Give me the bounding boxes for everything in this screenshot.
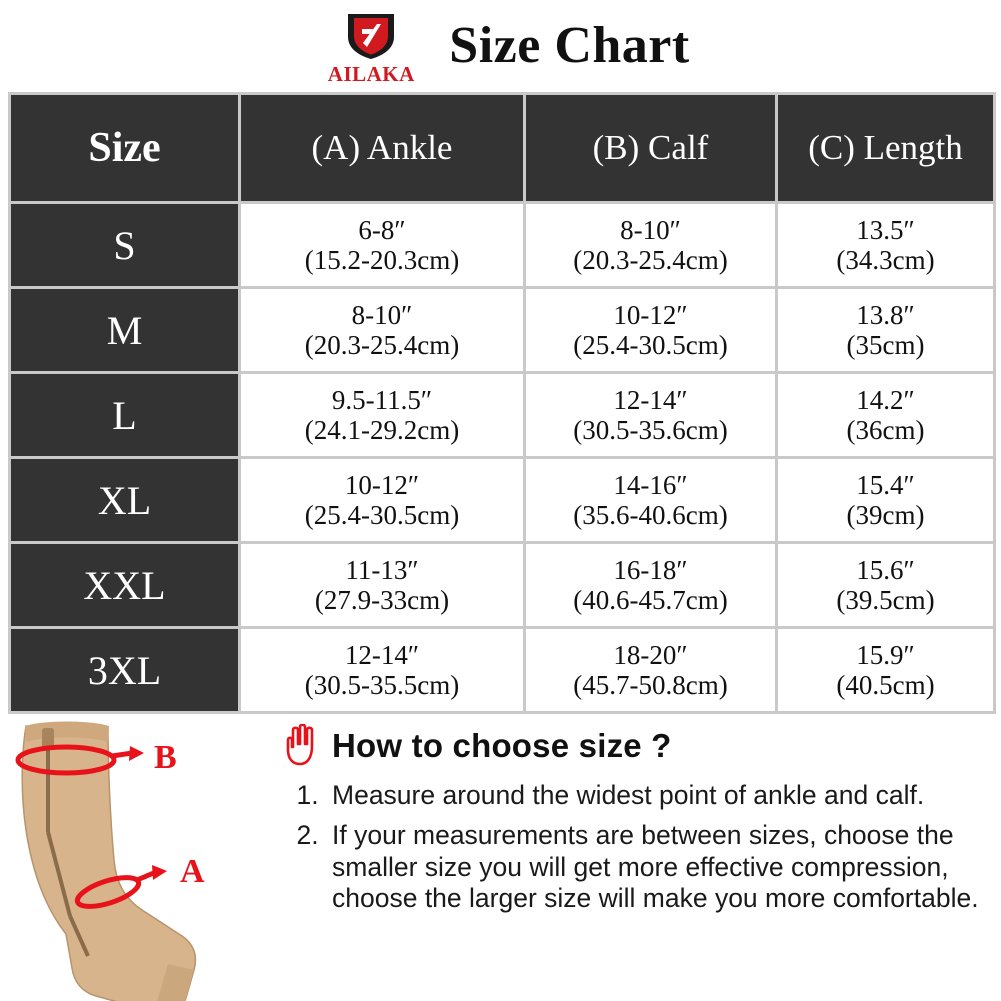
cell-size: 3XL bbox=[11, 629, 238, 711]
cell-length bbox=[778, 289, 993, 371]
table-header-row bbox=[11, 95, 993, 201]
cell-size: L bbox=[11, 374, 238, 456]
page-title: Size Chart bbox=[449, 17, 690, 74]
cell-length bbox=[778, 544, 993, 626]
cell-ankle bbox=[241, 459, 523, 541]
bottom-section bbox=[0, 714, 1001, 1001]
cell-calf-cm: (20.3-25.4cm) bbox=[573, 245, 728, 275]
column-header-calf: (B) Calf bbox=[526, 95, 775, 201]
cell-ankle-inches: 8-10″ bbox=[351, 299, 413, 330]
cell-length bbox=[778, 374, 993, 456]
howto-panel bbox=[276, 720, 991, 1001]
cell-calf-cm: (45.7-50.8cm) bbox=[573, 670, 728, 700]
cell-calf-cm: (40.6-45.7cm) bbox=[573, 585, 728, 615]
cell-ankle-cm: (27.9-33cm) bbox=[314, 585, 450, 615]
cell-calf bbox=[526, 629, 775, 711]
howto-heading-row bbox=[280, 724, 991, 768]
cell-ankle bbox=[241, 204, 523, 286]
cell-ankle-inches: 10-12″ bbox=[344, 469, 420, 500]
cell-calf-inches: 12-14″ bbox=[613, 384, 688, 415]
cell-length-inches: 14.2″ bbox=[856, 384, 915, 415]
cell-calf bbox=[526, 289, 775, 371]
pointing-hand-icon bbox=[280, 724, 322, 768]
cell-ankle-cm: (20.3-25.4cm) bbox=[304, 330, 460, 360]
cell-length bbox=[778, 629, 993, 711]
ailaka-shield-logo-icon bbox=[340, 11, 402, 61]
cell-length bbox=[778, 459, 993, 541]
cell-calf bbox=[526, 204, 775, 286]
cell-calf-cm: (25.4-30.5cm) bbox=[573, 330, 728, 360]
size-table-wrapper bbox=[0, 92, 1001, 714]
cell-length-cm: (39cm) bbox=[846, 500, 925, 530]
cell-ankle bbox=[241, 629, 523, 711]
size-table bbox=[8, 92, 996, 714]
cell-calf bbox=[526, 544, 775, 626]
cell-length bbox=[778, 204, 993, 286]
cell-calf-inches: 8-10″ bbox=[620, 214, 681, 245]
cell-ankle-cm: (25.4-30.5cm) bbox=[304, 500, 460, 530]
cell-length-cm: (34.3cm) bbox=[836, 245, 935, 275]
cell-length-inches: 15.4″ bbox=[856, 469, 915, 500]
cell-ankle bbox=[241, 289, 523, 371]
cell-length-cm: (40.5cm) bbox=[836, 670, 935, 700]
cell-calf-cm: (30.5-35.6cm) bbox=[573, 415, 728, 445]
cell-length-cm: (36cm) bbox=[846, 415, 925, 445]
cell-calf-inches: 10-12″ bbox=[613, 299, 688, 330]
column-header-size: Size bbox=[11, 95, 238, 201]
table-row bbox=[11, 204, 993, 286]
cell-size: XL bbox=[11, 459, 238, 541]
cell-length-inches: 15.9″ bbox=[856, 639, 915, 670]
cell-ankle-inches: 9.5-11.5″ bbox=[331, 384, 433, 415]
cell-length-inches: 13.5″ bbox=[856, 214, 915, 245]
table-row bbox=[11, 629, 993, 711]
table-row bbox=[11, 544, 993, 626]
cell-ankle-cm: (30.5-35.5cm) bbox=[304, 670, 460, 700]
cell-ankle-cm: (15.2-20.3cm) bbox=[304, 245, 460, 275]
cell-calf bbox=[526, 374, 775, 456]
howto-title: How to choose size ? bbox=[332, 727, 672, 764]
cell-ankle-inches: 12-14″ bbox=[344, 639, 420, 670]
brand-name: AILAKA bbox=[327, 62, 415, 86]
cell-ankle-inches: 6-8″ bbox=[358, 214, 406, 245]
cell-length-inches: 13.8″ bbox=[856, 299, 915, 330]
cell-size: XXL bbox=[11, 544, 238, 626]
label-calf-b: B bbox=[154, 739, 177, 776]
list-item: 2. If your measurements are between sizes, choose the smaller size you will get more effective compression, choose the larger size will make you more comfortable. bbox=[326, 820, 991, 915]
column-header-length: (C) Length bbox=[778, 95, 993, 201]
cell-length-inches: 15.6″ bbox=[856, 554, 915, 585]
compression-sock-diagram bbox=[4, 720, 276, 1001]
howto-steps bbox=[280, 780, 991, 915]
label-ankle-a: A bbox=[180, 853, 205, 890]
cell-ankle bbox=[241, 374, 523, 456]
cell-ankle bbox=[241, 544, 523, 626]
column-header-ankle: (A) Ankle bbox=[241, 95, 523, 201]
cell-size: S bbox=[11, 204, 238, 286]
table-row bbox=[11, 289, 993, 371]
page-header bbox=[0, 0, 1001, 92]
cell-calf-inches: 14-16″ bbox=[613, 469, 688, 500]
cell-calf-inches: 18-20″ bbox=[613, 639, 688, 670]
cell-calf-cm: (35.6-40.6cm) bbox=[573, 500, 728, 530]
cell-ankle-cm: (24.1-29.2cm) bbox=[304, 415, 460, 445]
list-item: 1. Measure around the widest point of ankle and calf. bbox=[326, 780, 991, 812]
table-row bbox=[11, 374, 993, 456]
cell-length-cm: (39.5cm) bbox=[836, 585, 935, 615]
brand-logo bbox=[311, 11, 431, 87]
cell-calf bbox=[526, 459, 775, 541]
cell-length-cm: (35cm) bbox=[846, 330, 925, 360]
cell-calf-inches: 16-18″ bbox=[613, 554, 688, 585]
cell-ankle-inches: 11-13″ bbox=[345, 554, 419, 585]
cell-size: M bbox=[11, 289, 238, 371]
table-row bbox=[11, 459, 993, 541]
